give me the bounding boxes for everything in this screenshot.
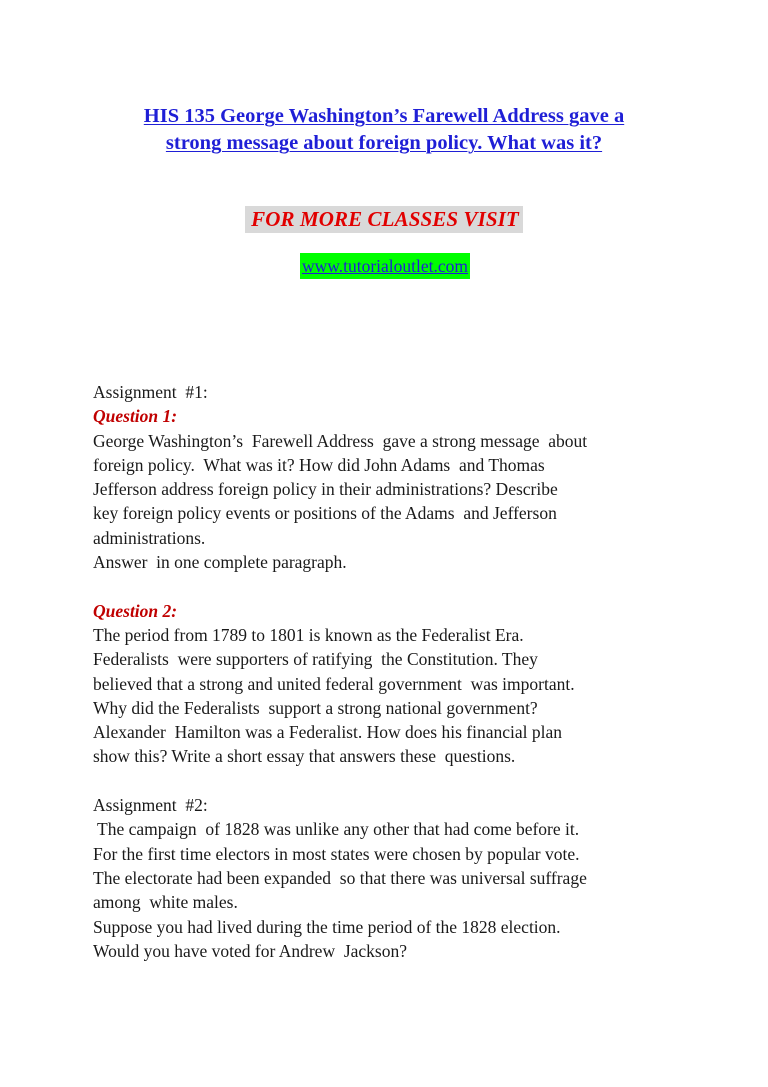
- assignment-2-line: Suppose you had lived during the time period of the 1828 election.: [93, 916, 561, 937]
- question-1-heading: Question 1:: [93, 406, 178, 427]
- title-line-2: strong message about foreign policy. What was it?: [165, 132, 603, 154]
- promo-link-wrap: [0, 253, 768, 279]
- assignment-2-line: Would you have voted for Andrew Jackson?: [93, 940, 408, 961]
- question-1-line: George Washington’s Farewell Address gave a strong message about: [93, 430, 588, 451]
- title-line-1: HIS 135 George Washington’s Farewell Address gave a: [143, 105, 625, 127]
- question-2-line: Why did the Federalists support a strong national government?: [93, 697, 538, 718]
- assignment-2-heading: Assignment #2:: [93, 795, 208, 816]
- question-1-line: administrations.: [93, 527, 206, 548]
- assignment-1-heading: Assignment #1:: [93, 382, 208, 402]
- paragraph-gap: [93, 574, 693, 598]
- assignment-body: [93, 380, 693, 963]
- paragraph-gap: [93, 769, 693, 793]
- question-1-line: key foreign policy events or positions of the Adams and Jefferson: [93, 503, 557, 524]
- question-1-line: Answer in one complete paragraph.: [93, 552, 347, 573]
- question-2-line: Federalists were supporters of ratifying the Constitution. They: [93, 649, 538, 670]
- question-2-line: believed that a strong and united federal government was important.: [93, 673, 575, 694]
- tutorial-outlet-link[interactable]: www.tutorialoutlet.com: [300, 253, 470, 279]
- assignment-2-line: The electorate had been expanded so that there was universal suffrage: [93, 867, 587, 888]
- assignment-2-line: The campaign of 1828 was unlike any other that had come before it.: [93, 819, 580, 840]
- question-2-line: Alexander Hamilton was a Federalist. How does his financial plan: [93, 722, 562, 743]
- assignment-2-line: among white males.: [93, 892, 238, 913]
- promo-label: FOR MORE CLASSES VISIT: [245, 206, 523, 233]
- question-1-line: Jefferson address foreign policy in their administrations? Describe: [93, 479, 558, 500]
- question-2-heading: Question 2:: [93, 600, 178, 621]
- question-2-line: The period from 1789 to 1801 is known as the Federalist Era.: [93, 624, 524, 645]
- document-title: [80, 103, 688, 157]
- question-1-line: foreign policy. What was it? How did John Adams and Thomas: [93, 454, 545, 475]
- promo-banner: [0, 206, 768, 233]
- question-2-line: show this? Write a short essay that answers these questions.: [93, 746, 516, 767]
- assignment-2-line: For the first time electors in most states were chosen by popular vote.: [93, 843, 580, 864]
